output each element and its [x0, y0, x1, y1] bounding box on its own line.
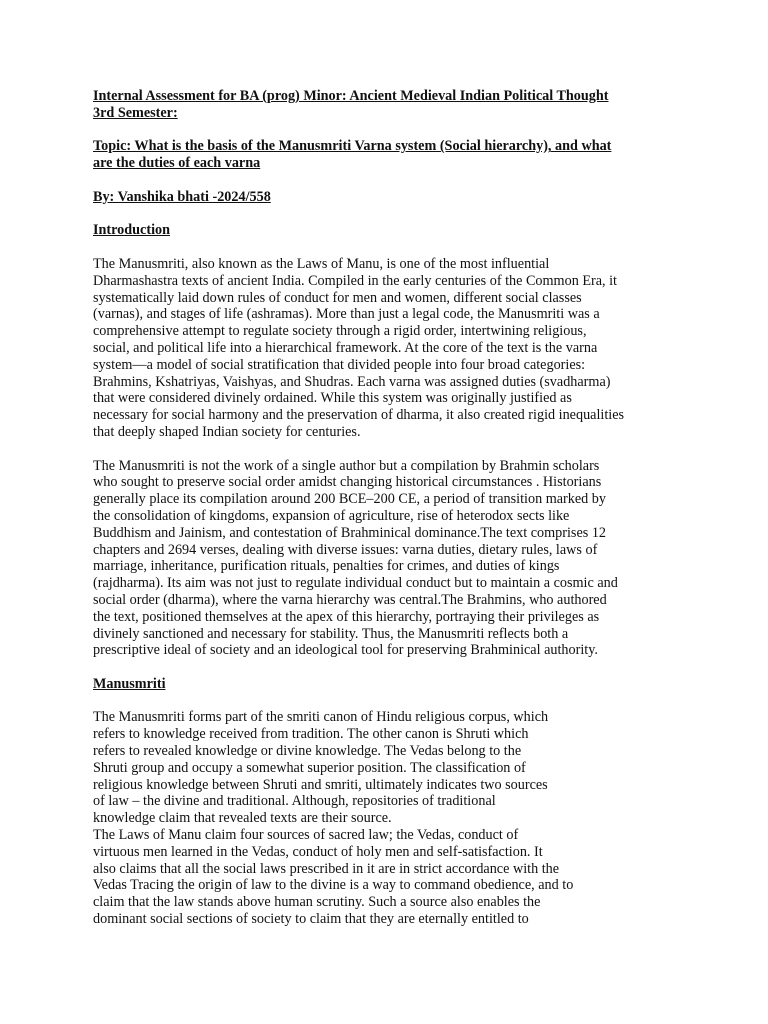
- paragraph-line: claim that the law stands above human scrutiny. Such a source also enables the: [93, 894, 541, 911]
- paragraph-line: of law – the divine and traditional. Although, repositories of traditional: [93, 793, 496, 810]
- paragraph-line: The Manusmriti, also known as the Laws of Manu, is one of the most influential: [93, 255, 550, 272]
- paragraph-line: Shruti group and occupy a somewhat superior position. The classification of: [93, 759, 526, 776]
- paragraph-line: Vedas Tracing the origin of law to the divine is a way to command obedience, and to: [93, 877, 574, 894]
- spacer: [93, 693, 693, 710]
- paragraph-line: (rajdharma). Its aim was not just to regulate individual conduct but to maintain a cosmic and: [93, 575, 618, 592]
- paragraph-line: also claims that all the social laws prescribed in it are in strict accordance with the: [93, 860, 560, 877]
- paragraph-line: prescriptive ideal of society and an ideological tool for preserving Brahminical authority.: [93, 642, 598, 659]
- paragraph-line: generally place its compilation around 200 BCE–200 CE, a period of transition marked by: [93, 491, 606, 508]
- document-title: [93, 88, 693, 122]
- document-author: [93, 189, 693, 206]
- spacer: [93, 122, 693, 139]
- spacer: [93, 659, 693, 676]
- paragraph-line: divinely sanctioned and necessary for stability. Thus, the Manusmriti reflects both a: [93, 625, 569, 642]
- author-line: By: Vanshika bhati -2024/558: [93, 188, 271, 205]
- paragraph-line: The Manusmriti is not the work of a single author but a compilation by Brahmin scholars: [93, 457, 600, 474]
- paragraph-line: comprehensive attempt to regulate society through a rigid order, intertwining religious,: [93, 323, 587, 340]
- paragraph-line: the consolidation of kingdoms, expansion of agriculture, rise of heterodox sects like: [93, 507, 570, 524]
- paragraph-line: dominant social sections of society to claim that they are eternally entitled to: [93, 911, 529, 928]
- section-heading: Manusmriti: [93, 675, 166, 692]
- spacer: [93, 239, 693, 256]
- paragraph-line: who sought to preserve social order amidst changing historical circumstances . Historians: [93, 474, 602, 491]
- paragraph-line: that deeply shaped Indian society for centuries.: [93, 423, 361, 440]
- section-heading-manusmriti: [93, 676, 693, 693]
- paragraph-line: Dharmashastra texts of ancient India. Compiled in the early centuries of the Common Era, it: [93, 272, 617, 289]
- paragraph-line: system—a model of social stratification that divided people into four broad categories:: [93, 356, 586, 373]
- paragraph-introduction-2: [93, 458, 693, 660]
- paragraph-line: The Laws of Manu claim four sources of sacred law; the Vedas, conduct of: [93, 827, 519, 844]
- paragraph-line: marriage, inheritance, purification rituals, penalties for crimes, and duties of kings: [93, 558, 560, 575]
- paragraph-line: that were considered divinely ordained. While this system was originally justified as: [93, 390, 572, 407]
- title-line: 3rd Semester:: [93, 104, 178, 121]
- paragraph-line: (varnas), and stages of life (ashramas). More than just a legal code, the Manusmriti was a: [93, 306, 600, 323]
- section-heading: Introduction: [93, 222, 170, 239]
- title-line: Internal Assessment for BA (prog) Minor: Ancient Medieval Indian Political Thought: [93, 88, 609, 104]
- paragraph-line: refers to revealed knowledge or divine knowledge. The Vedas belong to the: [93, 743, 522, 760]
- spacer: [93, 206, 693, 223]
- paragraph-line: social order (dharma), where the varna hierarchy was central.The Brahmins, who authored: [93, 591, 607, 608]
- document-body: [93, 88, 693, 928]
- paragraph-line: Brahmins, Kshatriyas, Vaishyas, and Shudras. Each varna was assigned duties (svadharma): [93, 373, 611, 390]
- paragraph-line: virtuous men learned in the Vedas, conduct of holy men and self-satisfaction. It: [93, 843, 543, 860]
- paragraph-manusmriti-1: [93, 709, 693, 927]
- paragraph-line: necessary for social harmony and the preservation of dharma, it also created rigid inequalities: [93, 407, 625, 424]
- topic-line: Topic: What is the basis of the Manusmriti Varna system (Social hierarchy), and what: [93, 138, 612, 155]
- paragraph-line: knowledge claim that revealed texts are their source.: [93, 810, 392, 827]
- paragraph-line: Buddhism and Jainism, and contestation of Brahminical dominance.The text comprises 12: [93, 524, 607, 541]
- spacer: [93, 172, 693, 189]
- section-heading-introduction: [93, 222, 693, 239]
- document-topic: [93, 138, 693, 172]
- paragraph-line: the text, positioned themselves at the apex of this hierarchy, portraying their privileges as: [93, 608, 600, 625]
- paragraph-line: systematically laid down rules of conduct for men and women, different social classes: [93, 289, 582, 306]
- paragraph-line: religious knowledge between Shruti and smriti, ultimately indicates two sources: [93, 776, 548, 793]
- paragraph-line: chapters and 2694 verses, dealing with diverse issues: varna duties, dietary rules, laws of: [93, 541, 598, 558]
- paragraph-line: refers to knowledge received from tradition. The other canon is Shruti which: [93, 726, 529, 743]
- topic-line: are the duties of each varna: [93, 155, 261, 172]
- paragraph-line: social, and political life into a hierarchical framework. At the core of the text is the varna: [93, 339, 598, 356]
- paragraph-introduction-1: [93, 256, 693, 441]
- spacer: [93, 441, 693, 458]
- paragraph-line: The Manusmriti forms part of the smriti canon of Hindu religious corpus, which: [93, 709, 549, 726]
